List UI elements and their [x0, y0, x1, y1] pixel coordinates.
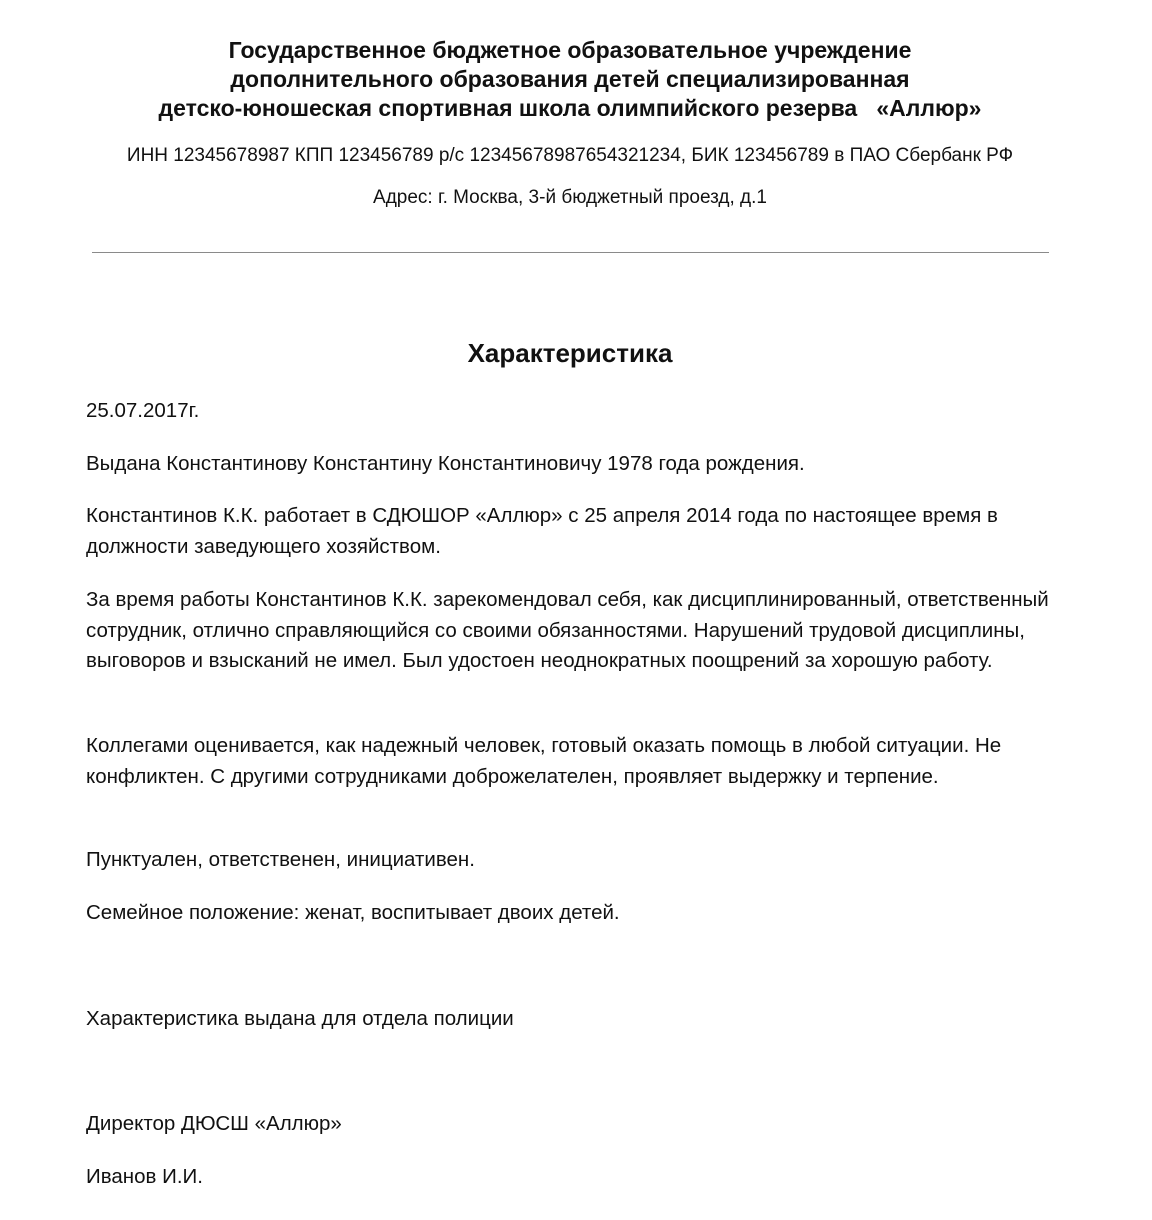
- organization-header: [60, 36, 1080, 123]
- org-name-line-3: детско-юношеская спортивная школа олимпийского резерва «Аллюр»: [158, 95, 982, 121]
- bank-requisites: ИНН 12345678987 КПП 123456789 р/с 12345678987654321234, БИК 123456789 в ПАО Сбербанк РФ: [126, 145, 1014, 166]
- signer-name: Иванов И.И.: [86, 1165, 203, 1188]
- document-purpose: Характеристика выдана для отдела полиции: [86, 1007, 514, 1030]
- paragraph-issued-to: Выдана Константинову Константину Константиновичу 1978 года рождения.: [86, 452, 805, 475]
- org-name-line-1: Государственное бюджетное образовательное учреждение: [228, 37, 912, 63]
- organization-address: Адрес: г. Москва, 3-й бюджетный проезд, д.1: [373, 187, 767, 208]
- signer-position: Директор ДЮСШ «Аллюр»: [86, 1112, 342, 1135]
- org-name-line-2: дополнительного образования детей специализированная: [230, 66, 910, 92]
- paragraph-employment: Константинов К.К. работает в СДЮШОР «Аллюр» с 25 апреля 2014 года по настоящее время в должности заведующего хозяйством.: [86, 504, 998, 558]
- paragraph-family: Семейное положение: женат, воспитывает двоих детей.: [86, 901, 620, 924]
- paragraph-performance: За время работы Константинов К.К. зарекомендовал себя, как дисциплинированный, ответственный сотрудник, отлично справляющийся со своими обязанностями. Нарушений трудовой дисциплины, выговоров и взысканий не имел. Был удостоен неоднократных поощрений за хорошую работу.: [86, 588, 1049, 672]
- document-title: Характеристика: [467, 338, 673, 368]
- header-divider: [92, 252, 1049, 253]
- paragraph-traits: Пунктуален, ответственен, инициативен.: [86, 848, 475, 871]
- paragraph-colleagues: Коллегами оценивается, как надежный человек, готовый оказать помощь в любой ситуации. Не конфликтен. С другими сотрудниками доброжелателен, проявляет выдержку и терпение.: [86, 734, 1002, 788]
- document-date: 25.07.2017г.: [86, 399, 200, 422]
